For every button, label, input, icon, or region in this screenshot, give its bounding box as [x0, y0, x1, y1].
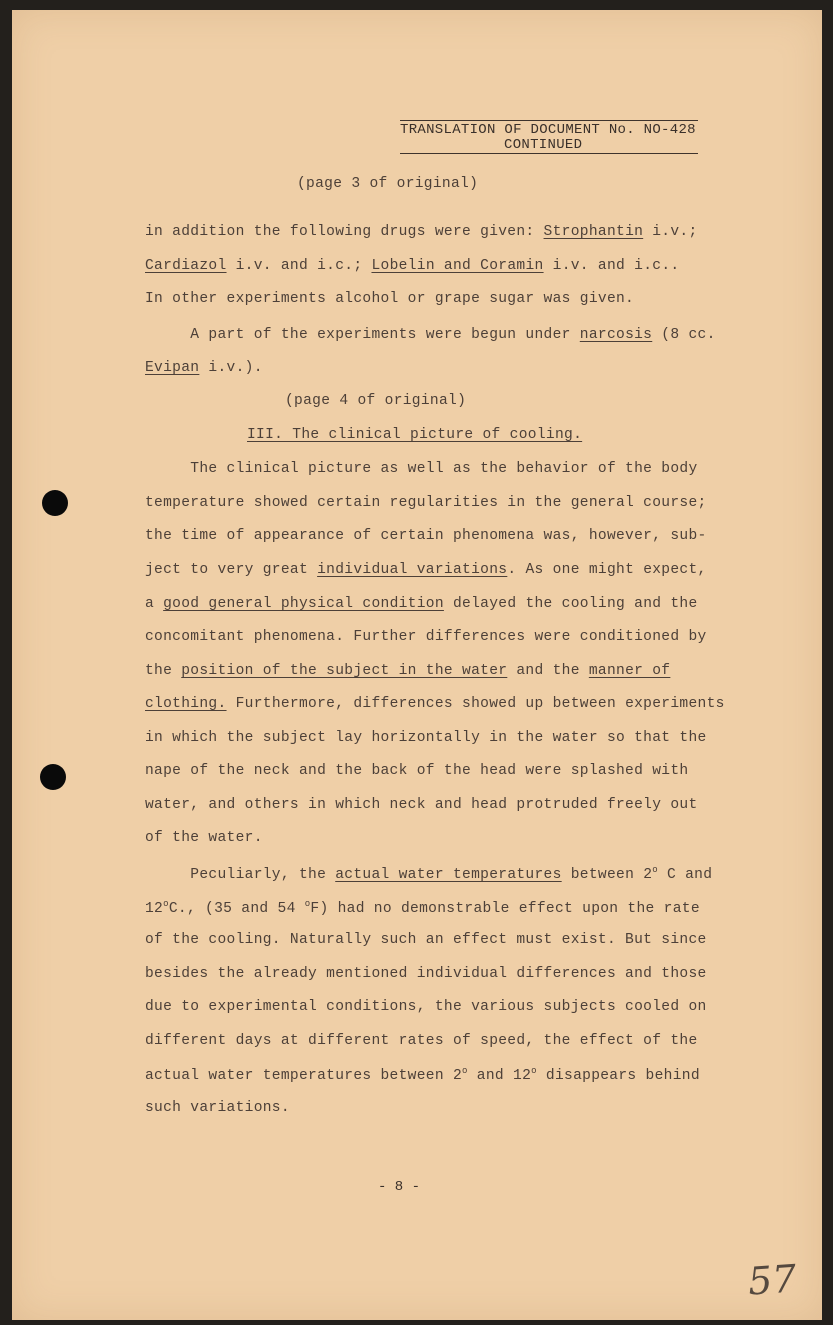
text-run: i.v.; — [643, 224, 698, 240]
text-run: 12 — [145, 900, 164, 917]
paragraph-line — [145, 1066, 700, 1084]
underlined-term: individual variations — [317, 562, 508, 578]
underlined-term: Evipan — [145, 360, 200, 376]
underlined-term: Cardiazol — [145, 258, 227, 274]
section-title: III. The clinical picture of cooling. — [247, 427, 583, 443]
paragraph-line: different days at different rates of speed, the effect of the — [145, 1033, 698, 1049]
text-run: ject to very great — [145, 562, 318, 578]
paragraph-line — [145, 899, 700, 917]
underlined-term: narcosis — [579, 327, 653, 343]
text-run: actual water temperatures between 2 — [145, 1067, 463, 1084]
paragraph-line: in which the subject lay horizontally in the water so that the — [145, 730, 707, 746]
paragraph-line: of the cooling. Naturally such an effect must exist. But since — [145, 932, 707, 948]
text-run: disappears behind — [536, 1067, 700, 1084]
underlined-term: good general physical condition — [163, 596, 444, 612]
text-run: i.v.). — [199, 360, 263, 376]
paragraph-line: the time of appearance of certain phenomena was, however, sub- — [145, 528, 707, 544]
text-run: F) had no demonstrable effect upon the rate — [310, 900, 700, 917]
header-title: TRANSLATION OF DOCUMENT No. NO-428 — [400, 122, 696, 138]
paragraph-line: nape of the neck and the back of the head were splashed with — [145, 763, 689, 779]
header-subtitle: CONTINUED — [504, 137, 583, 153]
paragraph-line — [145, 696, 725, 712]
text-run: a — [145, 596, 164, 612]
text-run: Furthermore, differences showed up between experiments — [226, 696, 725, 712]
degree-mark: o — [531, 1066, 537, 1076]
text-run: i.v. and i.c.; — [226, 258, 372, 274]
degree-mark: o — [163, 899, 169, 909]
text-run: i.v. and i.c.. — [543, 258, 680, 274]
paragraph-line: such variations. — [145, 1100, 290, 1116]
document-body — [12, 10, 822, 1320]
paragraph-line — [145, 663, 670, 679]
degree-mark: o — [304, 899, 311, 909]
underlined-term: manner of — [588, 663, 671, 679]
page-reference: (page 3 of original) — [297, 176, 479, 192]
paragraph-line — [145, 562, 707, 578]
paragraph-line: In other experiments alcohol or grape sugar was given. — [145, 291, 635, 307]
text-run: . As one might expect, — [507, 562, 707, 578]
underlined-term: Lobelin and Coramin — [371, 258, 544, 274]
handwritten-page-number: 57 — [746, 1256, 798, 1304]
text-run: the — [145, 663, 182, 679]
text-run: C., (35 and 54 — [168, 900, 305, 917]
text-run: and 12 — [467, 1067, 532, 1084]
paragraph-line: The clinical picture as well as the behavior of the body — [145, 461, 698, 477]
paragraph-line — [145, 360, 263, 376]
paragraph-line — [145, 596, 698, 612]
document-page — [12, 10, 822, 1320]
paragraph-line: besides the already mentioned individual differences and those — [145, 966, 707, 982]
text-run: Peculiarly, the — [145, 866, 336, 883]
paragraph-line: temperature showed certain regularities in the general course; — [145, 495, 707, 511]
paragraph-line — [145, 224, 698, 240]
text-run: between 2 — [561, 866, 653, 883]
text-run: and the — [507, 663, 589, 679]
text-run: in addition the following drugs were given: — [145, 224, 544, 240]
paragraph-line — [145, 865, 712, 883]
underlined-term: Strophantin — [543, 224, 644, 240]
underlined-term: position of the subject in the water — [181, 663, 508, 679]
degree-mark: o — [462, 1066, 468, 1076]
underlined-term: actual water temperatures — [335, 866, 562, 883]
page-number: - 8 - — [378, 1179, 421, 1195]
text-run: (8 cc. — [652, 327, 716, 343]
paragraph-line: due to experimental conditions, the various subjects cooled on — [145, 999, 707, 1015]
text-run: delayed the cooling and the — [443, 596, 698, 612]
paragraph-line: concomitant phenomena. Further differences were conditioned by — [145, 629, 707, 645]
paragraph-line: water, and others in which neck and head protruded freely out — [145, 797, 698, 813]
paragraph-line: of the water. — [145, 830, 263, 846]
text-run: C and — [657, 866, 713, 883]
paragraph-line — [145, 258, 679, 274]
underlined-term: clothing. — [145, 696, 227, 712]
degree-mark: o — [652, 865, 658, 875]
text-run: A part of the experiments were begun under — [145, 327, 580, 343]
page-reference: (page 4 of original) — [285, 393, 467, 409]
paragraph-line — [145, 327, 716, 343]
